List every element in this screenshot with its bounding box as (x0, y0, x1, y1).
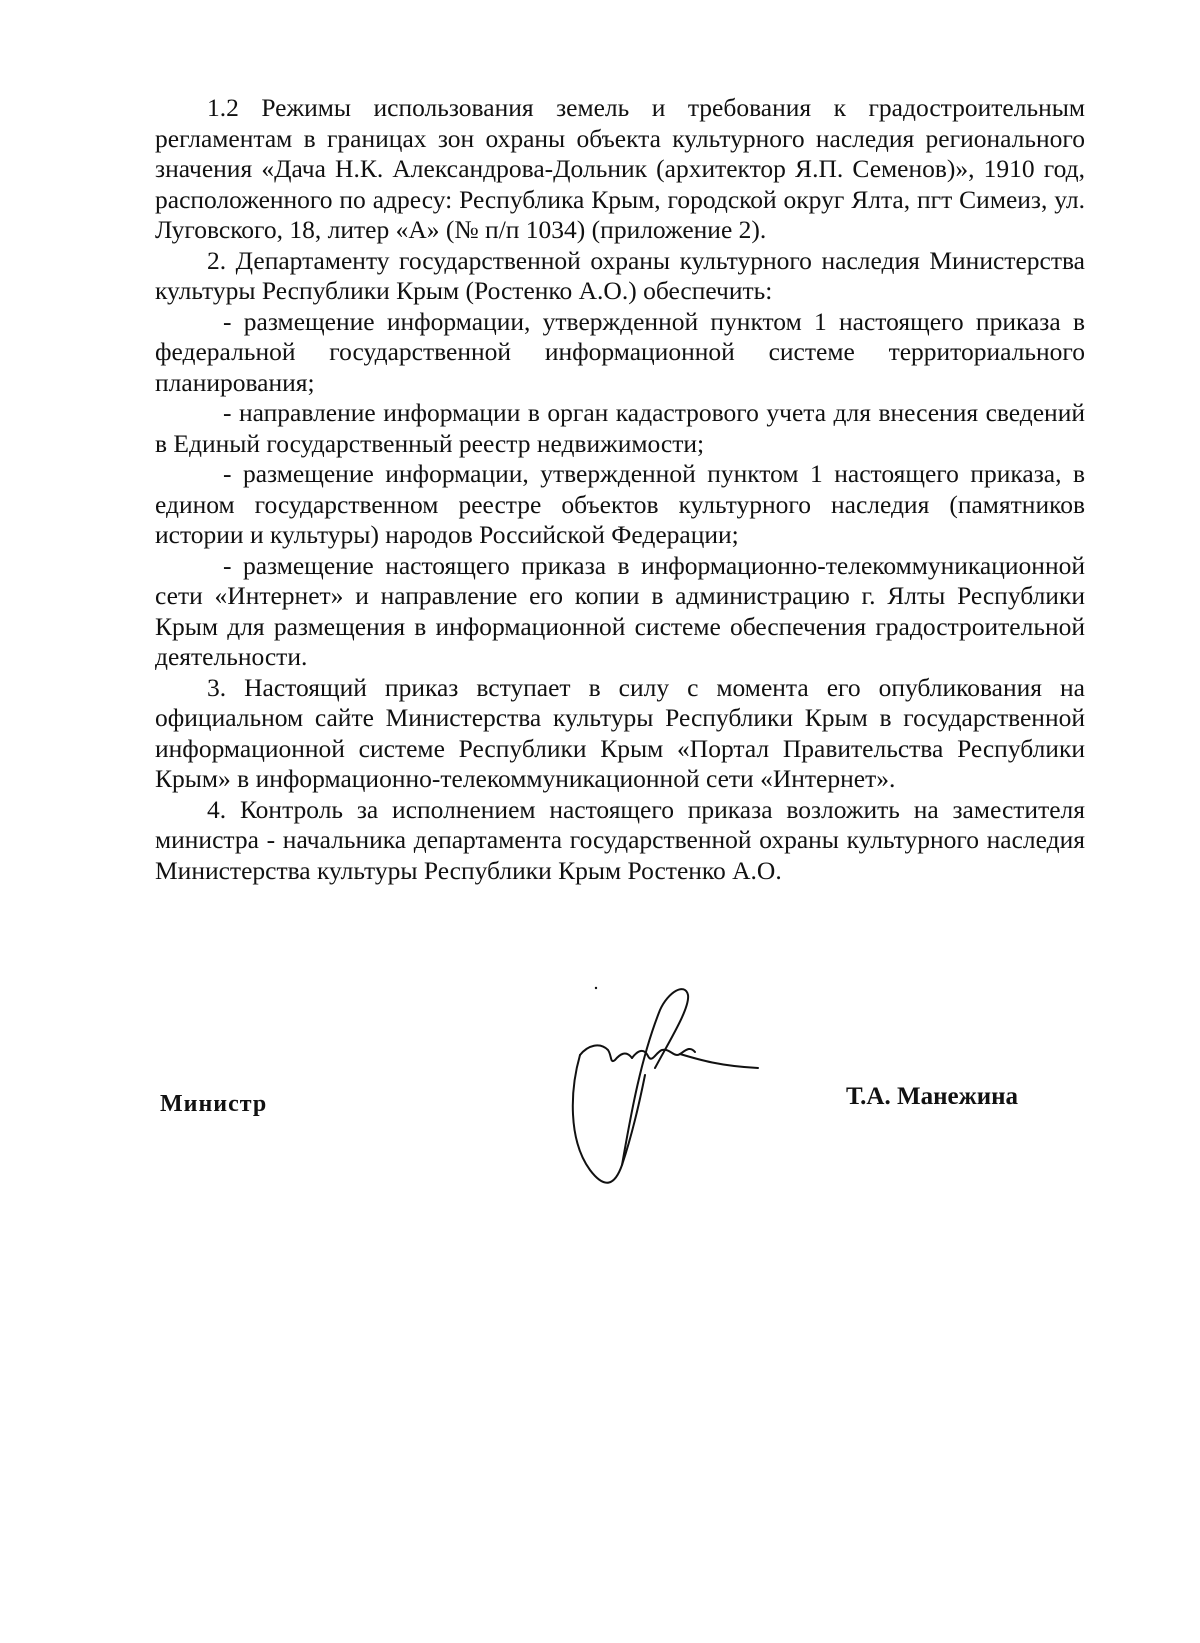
bullet-item-2: - направление информации в орган кадастрового учета для внесения сведений в Единый государственный реестр недвижимости; (155, 398, 1085, 458)
handwritten-signature (560, 980, 760, 1210)
document-body (155, 93, 1085, 886)
signer-name: Т.А. Манежина (846, 1083, 1019, 1110)
bullet-item-3: - размещение информации, утвержденной пунктом 1 настоящего приказа, в едином государственном реестре объектов культурного наследия (памятников истории и культуры) народов Российской Федерации; (155, 459, 1085, 549)
bullet-item-1: - размещение информации, утвержденной пунктом 1 настоящего приказа в федеральной государственной информационной системе территориального планирования; (155, 306, 1085, 397)
paragraph-2: 2. Департаменту государственной охраны культурного наследия Министерства культуры Республики Крым (Ростенко А.О.) обеспечить: (155, 245, 1085, 305)
paragraph-1-2: 1.2 Режимы использования земель и требования к градостроительным регламентам в границах зон охраны объекта культурного наследия регионального значения «Дача Н.К. Александрова-Дольник (архитектор Я.П. Семенов)», 1910 год, расположенного по адресу: Республика Крым, городской округ Ялта, пгт Симеиз, ул. Луговского, 18, литер «А» (№ п/п 1034) (приложение 2). (155, 93, 1085, 244)
bullet-item-4: - размещение настоящего приказа в информационно-телекоммуникационной сети «Интернет» и направление его копии в администрацию г. Ялты Республики Крым для размещения в информационной системе обеспечения градостроительной деятельности. (155, 550, 1085, 671)
paragraph-3: 3. Настоящий приказ вступает в силу с момента его опубликования на официальном сайте Министерства культуры Республики Крым в государственной информационной системе Республики Крым «Портал Правительства Республики Крым» в информационно-телекоммуникационной сети «Интернет». (155, 672, 1085, 793)
paragraph-4: 4. Контроль за исполнением настоящего приказа возложить на заместителя министра - начальника департамента государственной охраны культурного наследия Министерства культуры Республики Крым Ростенко А.О. (155, 794, 1085, 885)
signer-title: Министр (160, 1091, 268, 1117)
